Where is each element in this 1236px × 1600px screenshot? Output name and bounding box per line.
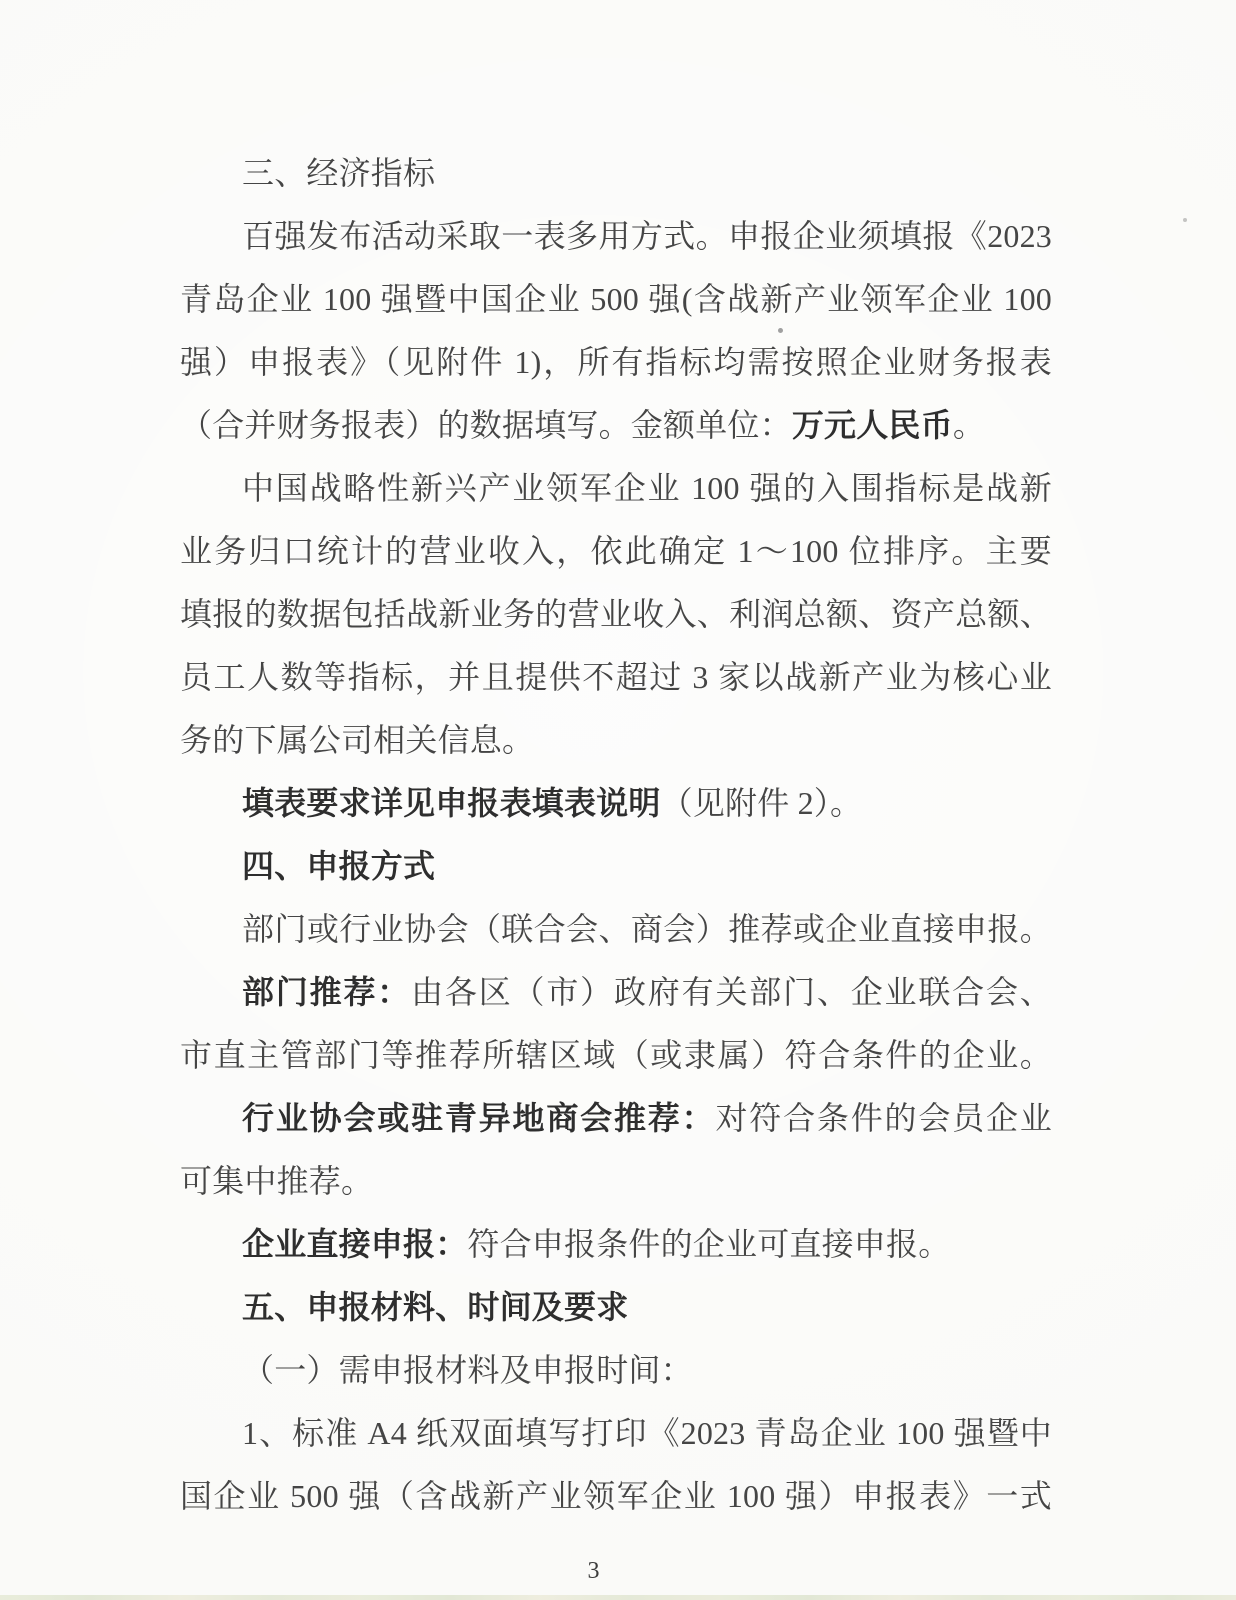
body-text: 百强发布活动采取一表多用方式。申报企业须填报《2023 xyxy=(242,218,1052,254)
scan-edge-artifact xyxy=(0,1595,1236,1600)
heading-section-5 xyxy=(180,1276,1052,1339)
body-text: 部门或行业协会（联合会、商会）推荐或企业直接申报。 xyxy=(242,911,1052,947)
body-text: 可集中推荐。 xyxy=(180,1163,374,1199)
para-form-requirements xyxy=(180,772,1052,835)
body-text: 三、经济指标 xyxy=(242,155,436,191)
body-text: 青岛企业 100 强暨中国企业 500 强(含战新产业领军企业 100 xyxy=(180,281,1052,317)
para-economic-line-1 xyxy=(180,205,1052,268)
body-text: 国企业 500 强（含战新产业领军企业 100 强）申报表》一式 xyxy=(180,1478,1052,1514)
emphasis-text: 填表要求详见申报表填表说明 xyxy=(242,785,661,821)
para-strategic-line-4 xyxy=(180,646,1052,709)
body-text: 填报的数据包括战新业务的营业收入、利润总额、资产总额、 xyxy=(180,596,1052,632)
body-text: 员工人数等指标，并且提供不超过 3 家以战新产业为核心业 xyxy=(180,659,1052,695)
body-text: 符合申报条件的企业可直接申报。 xyxy=(467,1226,951,1262)
body-text: 强）申报表》（见附件 1)，所有指标均需按照企业财务报表 xyxy=(180,344,1052,380)
para-association-recommend-line-1 xyxy=(180,1087,1052,1150)
body-text: 中国战略性新兴产业领军企业 100 强的入围指标是战新 xyxy=(242,470,1052,506)
emphasis-text: 万元人民币 xyxy=(791,407,953,443)
emphasis-text: 部门推荐： xyxy=(242,974,412,1010)
body-text: （一）需申报材料及申报时间： xyxy=(242,1352,693,1388)
body-text: 。 xyxy=(952,407,986,443)
body-text: 务的下属公司相关信息。 xyxy=(180,722,535,758)
body-text: （见附件 2）。 xyxy=(660,785,863,821)
para-strategic-line-5 xyxy=(180,709,1052,772)
para-economic-line-4 xyxy=(180,394,1052,457)
emphasis-text: 四、申报方式 xyxy=(242,848,436,884)
para-application-channels xyxy=(180,898,1052,961)
page-number: 3 xyxy=(587,1558,601,1584)
para-materials-item-1-line-2 xyxy=(180,1465,1052,1528)
body-text: 业务归口统计的营业收入，依此确定 1～100 位排序。主要 xyxy=(180,533,1052,569)
para-association-recommend-line-2 xyxy=(180,1150,1052,1213)
text-block xyxy=(180,142,1052,1528)
para-strategic-line-1 xyxy=(180,457,1052,520)
para-strategic-line-2 xyxy=(180,520,1052,583)
para-department-recommend-line-2 xyxy=(180,1024,1052,1087)
body-text: 市直主管部门等推荐所辖区域（或隶属）符合条件的企业。 xyxy=(180,1037,1052,1073)
scan-speck xyxy=(1183,218,1187,222)
heading-section-3 xyxy=(180,142,1052,205)
emphasis-text: 企业直接申报： xyxy=(242,1226,468,1262)
para-department-recommend-line-1 xyxy=(180,961,1052,1024)
emphasis-text: 行业协会或驻青异地商会推荐： xyxy=(242,1100,716,1136)
body-text: （合并财务报表）的数据填写。金额单位： xyxy=(180,407,792,443)
para-economic-line-2 xyxy=(180,268,1052,331)
body-text: 对符合条件的会员企业 xyxy=(715,1100,1052,1136)
para-strategic-line-3 xyxy=(180,583,1052,646)
para-materials-subheading xyxy=(180,1339,1052,1402)
emphasis-text: 五、申报材料、时间及要求 xyxy=(242,1289,629,1325)
body-text: 由各区（市）政府有关部门、企业联合会、 xyxy=(411,974,1052,1010)
heading-section-4 xyxy=(180,835,1052,898)
para-economic-line-3 xyxy=(180,331,1052,394)
scan-speck xyxy=(778,328,783,333)
para-materials-item-1-line-1 xyxy=(180,1402,1052,1465)
para-direct-application xyxy=(180,1213,1052,1276)
body-text: 1、标准 A4 纸双面填写打印《2023 青岛企业 100 强暨中 xyxy=(242,1415,1052,1451)
